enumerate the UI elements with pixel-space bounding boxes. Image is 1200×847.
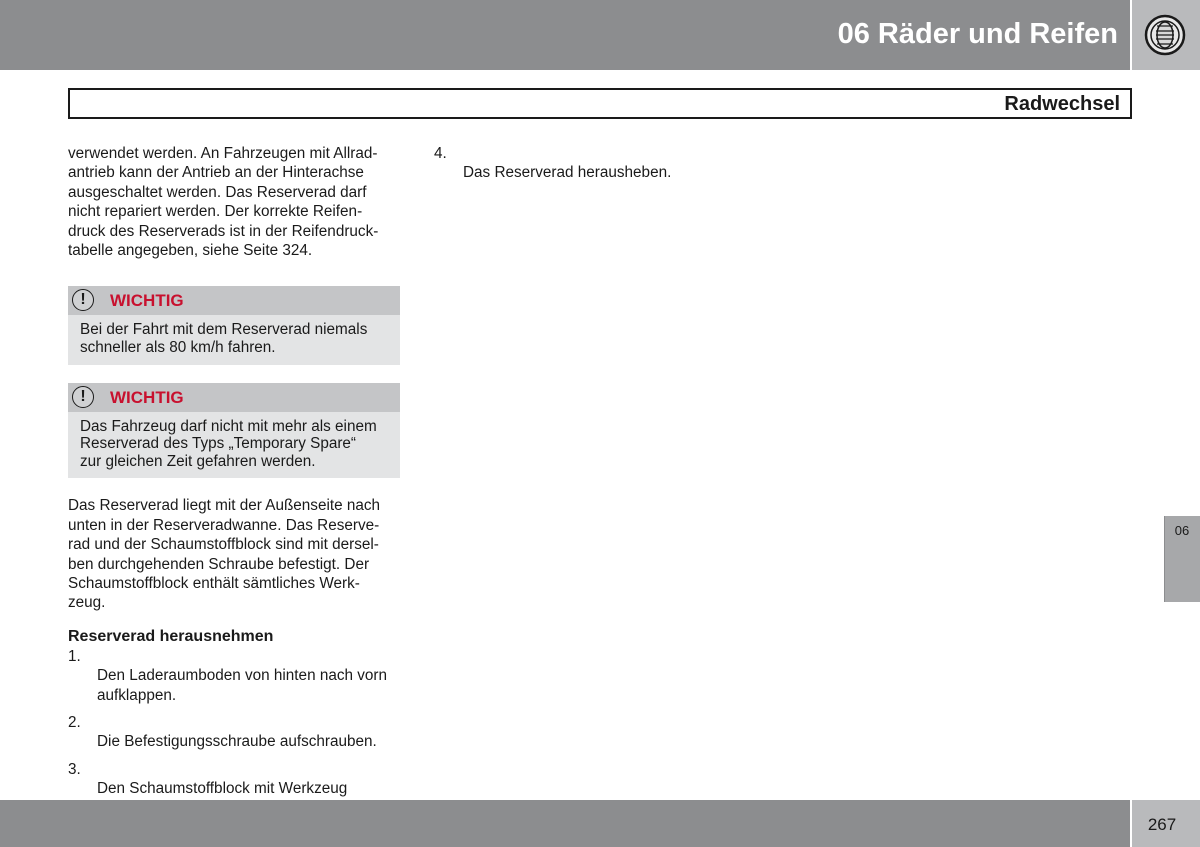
header-bar (0, 0, 1130, 70)
procedure-steps-continued (434, 144, 774, 183)
side-tab-label: 06 (1174, 523, 1190, 538)
header-icon-box (1132, 0, 1200, 70)
step-number: 2. (68, 714, 81, 732)
warning-text: Bei der Fahrt mit dem Reserverad niemals schneller als 80 km/h fahren. (80, 321, 368, 357)
page-number-box (1132, 800, 1200, 847)
procedure-steps (68, 647, 402, 818)
right-column (434, 144, 774, 183)
chapter-side-tab (1164, 516, 1200, 602)
step-text: Die Befestigungsschraube aufschrauben. (97, 733, 377, 751)
location-paragraph: Das Reserverad liegt mit der Außenseite nach unten in der Reserveradwanne. Das Reserve- rad und der Schaumstoffblock sind mit dersel- ben durchgehenden Schraube befestigt. Der Schaumstoffblock enthält sämtliches Werk- zeug. (68, 497, 381, 612)
section-header (68, 88, 1132, 119)
chapter-title: 06 Räder und Reifen (837, 18, 1118, 50)
step-item (68, 647, 402, 705)
step-text: Den Laderaumboden von hinten nach vorn aufklappen. (97, 667, 387, 704)
step-text: Das Reserverad herausheben. (463, 164, 672, 182)
warning-header (68, 286, 400, 315)
step-text: Den Schaumstoffblock mit Werkzeug (97, 780, 348, 798)
procedure-heading: Reserverad herausnehmen (68, 627, 274, 645)
exclamation-circle-icon: ! (72, 289, 94, 311)
step-item (68, 713, 402, 752)
warning-label: WICHTIG (110, 291, 184, 311)
step-number: 3. (68, 760, 81, 778)
warning-box (68, 383, 400, 479)
warning-text: Das Fahrzeug darf nicht mit mehr als einem Reserverad des Typs „Temporary Spare“ zur gleichen Zeit gefahren werden. (80, 417, 377, 470)
step-number: 1. (68, 647, 81, 665)
warning-box (68, 286, 400, 364)
exclamation-circle-icon: ! (72, 386, 94, 408)
page-number: 267 (1147, 815, 1177, 834)
section-title: Radwechsel (1004, 93, 1120, 115)
left-column (68, 144, 402, 818)
tire-icon (1144, 14, 1186, 56)
step-item (434, 144, 774, 183)
warning-label: WICHTIG (110, 387, 184, 407)
footer-bar (0, 800, 1130, 847)
step-number: 4. (434, 145, 447, 162)
warning-header (68, 383, 400, 412)
intro-paragraph: verwendet werden. An Fahrzeugen mit Allrad- antrieb kann der Antrieb an der Hinterachse ausgeschaltet werden. Das Reserverad darf nicht repariert werden. Der korrekte Reifen- druck des Reserverads ist in der Reifendruck- tabelle angegeben, siehe Seite 324. (68, 145, 379, 260)
